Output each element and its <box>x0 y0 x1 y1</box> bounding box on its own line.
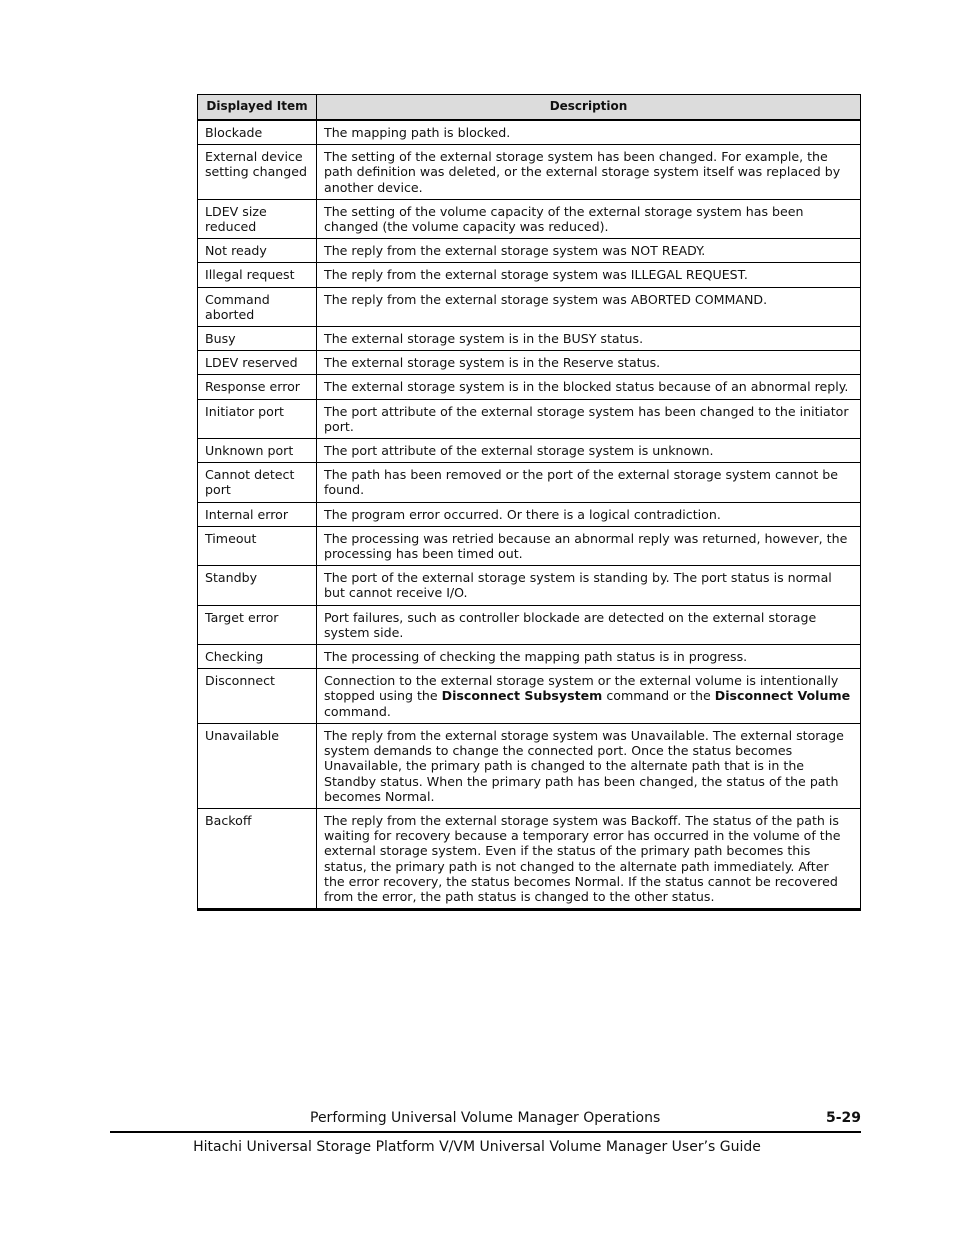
table-header-row <box>198 95 861 121</box>
description-text: The reply from the external storage system was Unavailable. The external storage system demands to change the connected port. Once the status becomes Unavailable, the primary path is changed to the alternate path that is in the Standby status. When the primary path has been changed, the status of the path becomes Normal. <box>324 727 844 804</box>
description-text: command or the <box>602 688 715 704</box>
row-displayed-item: Command aborted <box>198 287 317 326</box>
table-row <box>198 526 861 565</box>
description-text: The external storage system is in the BUSY status. <box>324 331 644 347</box>
description-text: The reply from the external storage system was ABORTED COMMAND. <box>324 291 768 307</box>
row-displayed-item: Checking <box>198 645 317 669</box>
row-description <box>317 566 861 605</box>
row-displayed-item: Unknown port <box>198 439 317 463</box>
row-description <box>317 327 861 351</box>
table-row <box>198 566 861 605</box>
description-text: The external storage system is in the Reserve status. <box>324 355 661 371</box>
row-description <box>317 526 861 565</box>
row-description <box>317 375 861 399</box>
table-row <box>198 463 861 502</box>
table-row <box>198 502 861 526</box>
header-description: Description <box>317 95 861 121</box>
description-text: The external storage system is in the blocked status because of an abnormal reply. <box>324 379 849 395</box>
description-text: The program error occurred. Or there is a logical contradiction. <box>324 506 721 522</box>
row-displayed-item: Illegal request <box>198 263 317 287</box>
table-row <box>198 327 861 351</box>
row-displayed-item: Response error <box>198 375 317 399</box>
table-row <box>198 199 861 238</box>
description-text: Port failures, such as controller blockade are detected on the external storage system side. <box>324 609 817 640</box>
row-description <box>317 399 861 438</box>
row-description <box>317 287 861 326</box>
description-text: The path has been removed or the port of the external storage system cannot be found. <box>324 467 839 498</box>
row-description <box>317 120 861 145</box>
row-displayed-item: LDEV size reduced <box>198 199 317 238</box>
row-displayed-item: Not ready <box>198 239 317 263</box>
row-description <box>317 605 861 644</box>
table-row <box>198 287 861 326</box>
row-displayed-item: Blockade <box>198 120 317 145</box>
description-text: The processing of checking the mapping path status is in progress. <box>324 649 748 665</box>
row-displayed-item: Cannot detect port <box>198 463 317 502</box>
description-text: The reply from the external storage system was ILLEGAL REQUEST. <box>324 267 748 283</box>
footer-divider <box>110 1131 861 1133</box>
description-text: The port attribute of the external storage system is unknown. <box>324 443 714 459</box>
description-text: The port attribute of the external storage system has been changed to the initiator port. <box>324 403 849 434</box>
row-description <box>317 199 861 238</box>
table-row <box>198 145 861 200</box>
description-text: The port of the external storage system is standing by. The port status is normal but cannot receive I/O. <box>324 570 832 601</box>
row-description <box>317 723 861 808</box>
row-description <box>317 645 861 669</box>
description-text: The reply from the external storage system was NOT READY. <box>324 243 706 259</box>
row-description <box>317 263 861 287</box>
row-description <box>317 669 861 724</box>
table-row <box>198 263 861 287</box>
row-displayed-item: External device setting changed <box>198 145 317 200</box>
description-text: The setting of the volume capacity of the external storage system has been changed (the volume capacity was reduced). <box>324 203 804 235</box>
description-text: The processing was retried because an abnormal reply was returned, however, the processing has been timed out. <box>324 530 848 562</box>
row-displayed-item: Busy <box>198 327 317 351</box>
table-row <box>198 399 861 438</box>
status-table <box>197 94 861 911</box>
description-command-name: Disconnect Subsystem <box>441 688 603 704</box>
table-row <box>198 808 861 909</box>
description-text: Connection to the external storage system or the external volume is intentionally stopped using the <box>324 673 839 704</box>
row-displayed-item: Disconnect <box>198 669 317 724</box>
description-text: The setting of the external storage system has been changed. For example, the path definition was deleted, or the external storage system itself was replaced by another device. <box>324 149 841 195</box>
footer-section-title: Performing Universal Volume Manager Operations <box>310 1110 661 1126</box>
footer-page-number: 5-29 <box>825 1110 861 1126</box>
table-body <box>198 120 861 910</box>
row-description <box>317 502 861 526</box>
row-displayed-item: Target error <box>198 605 317 644</box>
row-description <box>317 145 861 200</box>
table-row <box>198 239 861 263</box>
row-displayed-item: Backoff <box>198 808 317 909</box>
description-text: The mapping path is blocked. <box>324 125 511 140</box>
table-row <box>198 439 861 463</box>
row-displayed-item: Unavailable <box>198 723 317 808</box>
description-text: The reply from the external storage system was Backoff. The status of the path is waiting for recovery because a temporary error has occurred in the volume of the external storage system. Even if the status of the primary path becomes this status, the primary path is not changed to the alternate path immediately. After the error recovery, the status becomes Normal. If the status cannot be recovered from the error, the path status is changed to the other status. <box>324 812 841 904</box>
footer-guide-title: Hitachi Universal Storage Platform V/VM Universal Volume Manager User’s Guide <box>193 1139 761 1155</box>
row-description <box>317 439 861 463</box>
table-row <box>198 351 861 375</box>
table-row <box>198 605 861 644</box>
table-row <box>198 723 861 808</box>
table-row <box>198 645 861 669</box>
row-displayed-item: Initiator port <box>198 399 317 438</box>
row-description <box>317 351 861 375</box>
header-displayed-item: Displayed Item <box>198 95 317 121</box>
row-description <box>317 239 861 263</box>
description-text: command. <box>324 703 391 719</box>
row-description <box>317 463 861 502</box>
table-row <box>198 669 861 724</box>
row-displayed-item: LDEV reserved <box>198 351 317 375</box>
description-command-name: Disconnect Volume <box>714 688 851 704</box>
table-row <box>198 375 861 399</box>
table-row <box>198 120 861 145</box>
row-displayed-item: Standby <box>198 566 317 605</box>
row-description <box>317 808 861 909</box>
row-displayed-item: Internal error <box>198 502 317 526</box>
row-displayed-item: Timeout <box>198 526 317 565</box>
